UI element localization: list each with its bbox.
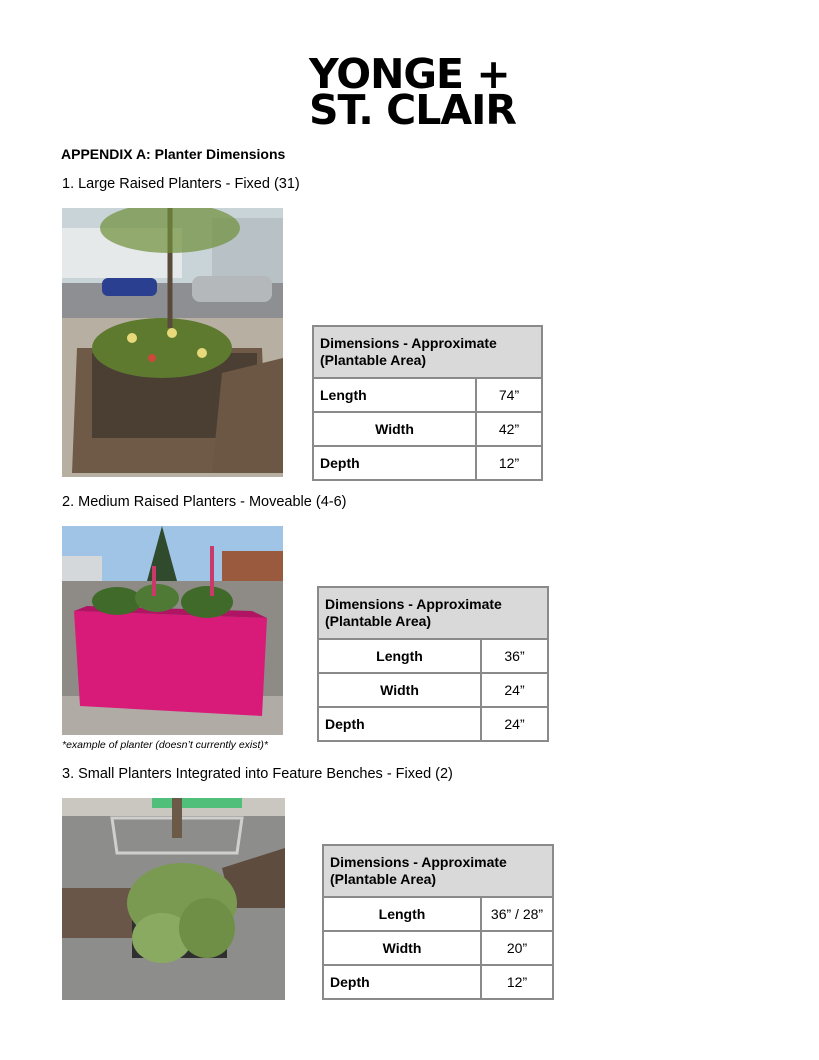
- section-3-title: 3. Small Planters Integrated into Feature Benches - Fixed (2): [62, 766, 453, 782]
- row-label-width: Width: [313, 412, 476, 446]
- section-1-title: 1. Large Raised Planters - Fixed (31): [62, 176, 300, 192]
- table-header: Dimensions - Approximate (Plantable Area): [318, 587, 548, 639]
- logo-line-2: ST. CLAIR: [309, 86, 516, 134]
- table-header: Dimensions - Approximate (Plantable Area): [313, 326, 542, 378]
- row-value-width: 24”: [481, 673, 548, 707]
- row-value-length: 36” / 28”: [481, 897, 553, 931]
- row-label-length: Length: [313, 378, 476, 412]
- row-value-depth: 12”: [481, 965, 553, 999]
- planter-example-caption: *example of planter (doesn’t currently exist)*: [62, 739, 269, 751]
- table-header: Dimensions - Approximate (Plantable Area): [323, 845, 553, 897]
- row-label-length: Length: [323, 897, 481, 931]
- row-label-width: Width: [318, 673, 481, 707]
- large-raised-planter-photo: [62, 208, 283, 477]
- small-planter-dimensions-table: [322, 844, 554, 1000]
- yonge-st-clair-logo: [309, 50, 516, 134]
- small-bench-planter-photo: [62, 798, 285, 1000]
- logo-line-1: YONGE +: [309, 50, 510, 98]
- row-label-length: Length: [318, 639, 481, 673]
- section-2-title: 2. Medium Raised Planters - Moveable (4-6): [62, 494, 347, 510]
- row-value-width: 42”: [476, 412, 542, 446]
- row-label-depth: Depth: [323, 965, 481, 999]
- row-value-depth: 12”: [476, 446, 542, 480]
- medium-planter-dimensions-table: [317, 586, 549, 742]
- row-value-length: 74”: [476, 378, 542, 412]
- row-label-depth: Depth: [313, 446, 476, 480]
- row-value-width: 20”: [481, 931, 553, 965]
- row-value-depth: 24”: [481, 707, 548, 741]
- row-label-depth: Depth: [318, 707, 481, 741]
- appendix-title: APPENDIX A: Planter Dimensions: [61, 146, 286, 162]
- medium-pink-planter-photo: [62, 526, 283, 735]
- row-value-length: 36”: [481, 639, 548, 673]
- row-label-width: Width: [323, 931, 481, 965]
- large-planter-dimensions-table: [312, 325, 543, 481]
